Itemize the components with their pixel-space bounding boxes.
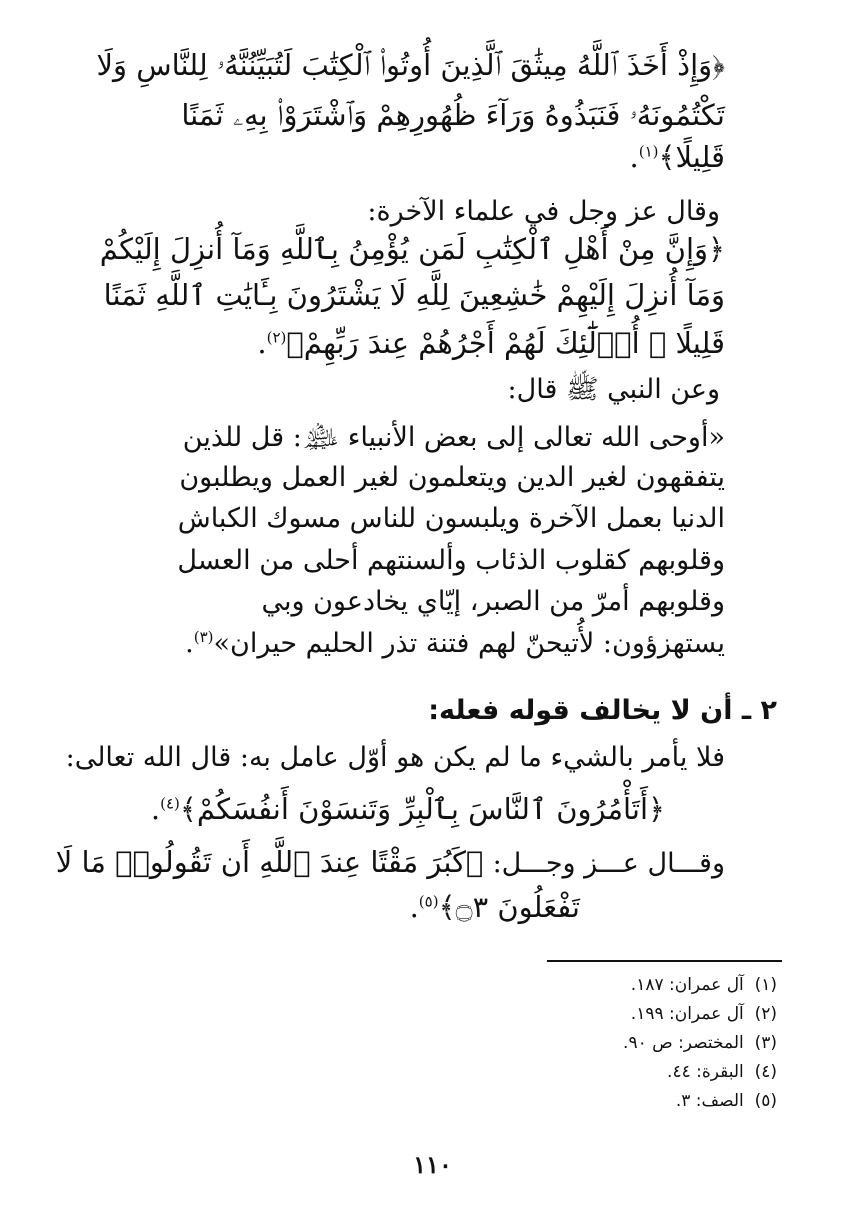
intro-text-2: وقال عز وجل في علماء الآخرة: [367, 196, 720, 227]
hadith-line-6 [185, 628, 725, 659]
period: . [409, 890, 419, 924]
verse-4-line-2 [410, 890, 580, 924]
footnote-2 [631, 1004, 777, 1024]
hadith-line-2: يتفقهون لغير الدين ويتعلمون لغير العمل ويطلبون [179, 462, 725, 493]
hadith-end: يستهزؤون: لأُتيحنّ لهم فتنة تذر الحليم حيران» [213, 628, 725, 659]
verse-4-lead: وقـــال عـــز وجـــل: [492, 848, 725, 879]
page-number: ١١٠ [413, 1150, 452, 1179]
verse-3: ﴿أَتَأْمُرُونَ ٱلنَّاسَ بِٱلْبِرِّ وَتَنسَوْنَ أَنفُسَكُمْ﴾ [179, 792, 665, 826]
footnote-5 [676, 1091, 777, 1111]
period: . [185, 628, 194, 659]
hadith-line-1: «أوحى الله تعالى إلى بعض الأنبياء ﵈: قل للذين [182, 422, 725, 453]
verse-2-line-1: ﴿وَإِنَّ مِنْ أَهْلِ ٱلْكِتَٰبِ لَمَن يُؤْمِنُ بِٱللَّهِ وَمَآ أُنزِلَ إِلَيْكُمْ [99, 232, 725, 266]
footnote-4 [667, 1062, 777, 1082]
intro-text-3: وعن النبي ﷺ قال: [507, 374, 720, 405]
footnote-divider [547, 960, 782, 962]
hadith-line-4: وقلوبهم كقلوب الذئاب وألسنتهم أحلى من العسل [177, 545, 725, 576]
verse-4-end: تَفْعَلُونَ ۝٣﴾ [438, 890, 580, 924]
period: . [150, 792, 161, 826]
verse-1-line-1: ﴿وَإِذْ أَخَذَ ٱللَّهُ مِيثَٰقَ ٱلَّذِينَ أُوتُوا۟ ٱلْكِتَٰبَ لَتُبَيِّنُنَّهُۥ لِلنَّاسِ وَلَا [96, 48, 725, 82]
footnote-number: (٣) [754, 1033, 777, 1053]
verse-2-end: قَلِيلًا ۗ أُو۟لَٰٓئِكَ لَهُمْ أَجْرُهُمْ عِندَ رَبِّهِمْ﴾ [286, 326, 725, 360]
footnote-ref-2: (٢) [266, 328, 287, 347]
paragraph-2: فلا يأمر بالشيء ما لم يكن هو أوّل عامل به: قال الله تعالى: [65, 742, 725, 773]
footnote-number: (٢) [754, 1004, 777, 1024]
footnote-ref-1: (١) [638, 142, 659, 161]
footnote-text: آل عمران: ١٩٩. [630, 1004, 744, 1024]
footnote-text: الصف: ٣. [675, 1091, 744, 1111]
footnote-text: آل عمران: ١٨٧. [630, 975, 744, 995]
verse-4-line-1 [56, 845, 725, 879]
section-heading: ٢ ـ أن لا يخالف قوله فعله: [428, 695, 777, 726]
verse-1-end: قَلِيلًا﴾ [658, 140, 725, 174]
footnote-number: (٤) [754, 1062, 777, 1082]
verse-3-line [151, 792, 665, 826]
footnote-3 [623, 1033, 777, 1053]
footnote-text: المختصر: ص ٩٠. [623, 1033, 744, 1053]
hadith-line-3: الدنيا بعمل الآخرة ويلبسون للناس مسوك الكباش [177, 503, 725, 534]
footnote-1 [631, 975, 777, 995]
verse-4-start: ﴿كَبُرَ مَقْتًا عِندَ ٱللَّهِ أَن تَقُولُوا۟ مَا لَا [55, 845, 484, 879]
hadith-line-5: وقلوبهم أمرّ من الصبر، إيّاي يخادعون وبي [261, 586, 725, 617]
footnote-ref-4: (٤) [160, 794, 180, 813]
footnote-text: البقرة: ٤٤. [667, 1062, 744, 1082]
verse-2-line-3 [257, 326, 725, 360]
verse-1-line-3 [629, 140, 725, 174]
period: . [257, 326, 267, 360]
footnote-number: (٥) [754, 1091, 777, 1111]
period: . [629, 140, 639, 174]
verse-2-line-2: وَمَآ أُنزِلَ إِلَيْهِمْ خَٰشِعِينَ لِلَّهِ لَا يَشْتَرُونَ بِـَٔايَٰتِ ٱللَّهِ ثَمَنًا [103, 278, 725, 312]
verse-1-line-2: تَكْتُمُونَهُۥ فَنَبَذُوهُ وَرَآءَ ظُهُورِهِمْ وَٱشْتَرَوْا۟ بِهِۦ ثَمَنًا [181, 98, 725, 132]
footnote-ref-5: (٥) [418, 892, 439, 911]
footnote-ref-3: (٣) [193, 628, 214, 646]
footnote-number: (١) [754, 975, 777, 995]
